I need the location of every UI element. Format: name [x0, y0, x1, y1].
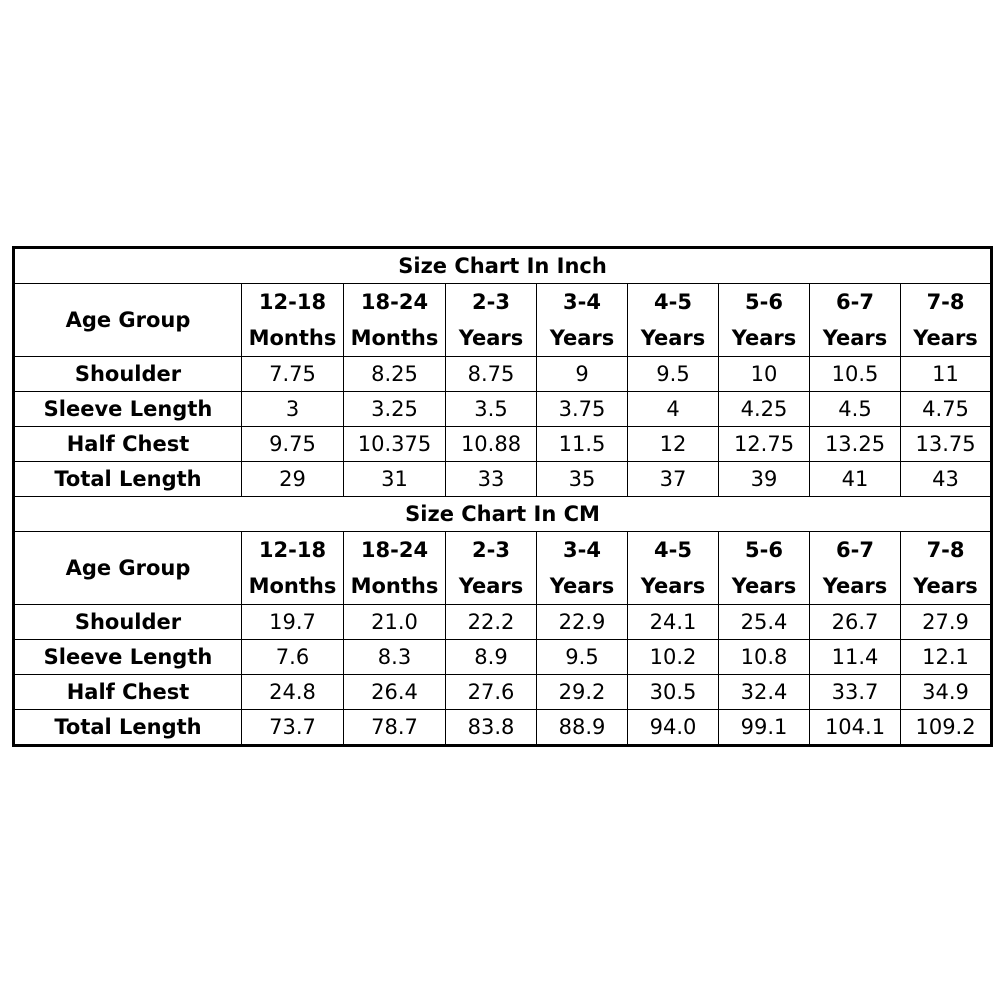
measurement-value: 41	[810, 462, 901, 497]
age-unit: Months	[248, 326, 337, 350]
age-range: 18-24	[360, 290, 429, 314]
age-unit: Years	[822, 326, 888, 350]
age-group-header	[719, 532, 810, 605]
chart-title: Size Chart In CM	[14, 497, 992, 532]
measurement-value: 99.1	[719, 710, 810, 746]
measurement-value: 26.4	[344, 675, 446, 710]
measurement-value: 12	[628, 427, 719, 462]
measurement-value: 3.25	[344, 392, 446, 427]
table-row	[14, 675, 992, 710]
measurement-value: 22.9	[537, 605, 628, 640]
age-group-header	[242, 284, 344, 357]
age-unit: Years	[640, 574, 706, 598]
table-row	[14, 357, 992, 392]
age-group-header	[344, 284, 446, 357]
age-range: 4-5	[654, 538, 692, 562]
measurement-value: 88.9	[537, 710, 628, 746]
measurement-value: 19.7	[242, 605, 344, 640]
measurement-value: 10.5	[810, 357, 901, 392]
measurement-value: 3	[242, 392, 344, 427]
measurement-value: 13.75	[901, 427, 992, 462]
measurement-value: 10	[719, 357, 810, 392]
age-unit: Years	[913, 326, 978, 350]
chart-title-row	[14, 248, 992, 284]
size-chart-body	[14, 248, 992, 746]
age-range: 5-6	[745, 538, 783, 562]
age-unit: Years	[458, 574, 524, 598]
measurement-value: 30.5	[628, 675, 719, 710]
measurement-value: 104.1	[810, 710, 901, 746]
age-group-header-row	[14, 284, 992, 357]
age-unit: Years	[458, 326, 524, 350]
table-row	[14, 640, 992, 675]
age-range: 7-8	[926, 290, 965, 314]
age-group-header-row	[14, 532, 992, 605]
measurement-value: 12.1	[901, 640, 992, 675]
measurement-value: 11.5	[537, 427, 628, 462]
measurement-value: 9.5	[628, 357, 719, 392]
measurement-value: 8.25	[344, 357, 446, 392]
measurement-value: 10.375	[344, 427, 446, 462]
age-group-header	[446, 532, 537, 605]
measurement-value: 32.4	[719, 675, 810, 710]
measurement-value: 24.8	[242, 675, 344, 710]
measurement-value: 4.5	[810, 392, 901, 427]
measurement-label: Sleeve Length	[14, 640, 242, 675]
measurement-value: 37	[628, 462, 719, 497]
measurement-value: 13.25	[810, 427, 901, 462]
age-group-label: Age Group	[14, 532, 242, 605]
measurement-value: 8.9	[446, 640, 537, 675]
age-range: 18-24	[360, 538, 429, 562]
age-unit: Years	[549, 326, 615, 350]
measurement-label: Total Length	[14, 710, 242, 746]
measurement-value: 4.75	[901, 392, 992, 427]
measurement-value: 22.2	[446, 605, 537, 640]
age-range: 2-3	[472, 290, 510, 314]
measurement-value: 43	[901, 462, 992, 497]
age-group-header	[446, 284, 537, 357]
age-unit: Years	[822, 574, 888, 598]
age-group-label: Age Group	[14, 284, 242, 357]
measurement-value: 10.88	[446, 427, 537, 462]
measurement-value: 26.7	[810, 605, 901, 640]
measurement-value: 34.9	[901, 675, 992, 710]
measurement-value: 35	[537, 462, 628, 497]
measurement-value: 11	[901, 357, 992, 392]
age-range: 3-4	[563, 290, 601, 314]
measurement-value: 21.0	[344, 605, 446, 640]
measurement-value: 27.9	[901, 605, 992, 640]
age-group-header	[537, 284, 628, 357]
age-unit: Months	[350, 326, 439, 350]
age-group-header	[810, 284, 901, 357]
age-range: 6-7	[836, 538, 874, 562]
measurement-value: 4.25	[719, 392, 810, 427]
measurement-value: 33	[446, 462, 537, 497]
measurement-value: 78.7	[344, 710, 446, 746]
age-range: 3-4	[563, 538, 601, 562]
age-range: 4-5	[654, 290, 692, 314]
measurement-label: Shoulder	[14, 605, 242, 640]
age-unit: Years	[913, 574, 978, 598]
age-group-header	[344, 532, 446, 605]
measurement-value: 39	[719, 462, 810, 497]
age-group-header	[242, 532, 344, 605]
age-group-header	[628, 532, 719, 605]
measurement-value: 24.1	[628, 605, 719, 640]
measurement-value: 3.75	[537, 392, 628, 427]
age-range: 12-18	[258, 290, 327, 314]
age-unit: Years	[549, 574, 615, 598]
chart-title: Size Chart In Inch	[14, 248, 992, 284]
measurement-value: 27.6	[446, 675, 537, 710]
age-group-header	[810, 532, 901, 605]
measurement-label: Sleeve Length	[14, 392, 242, 427]
measurement-label: Total Length	[14, 462, 242, 497]
measurement-label: Shoulder	[14, 357, 242, 392]
age-range: 2-3	[472, 538, 510, 562]
measurement-value: 9	[537, 357, 628, 392]
measurement-value: 109.2	[901, 710, 992, 746]
age-unit: Years	[731, 326, 797, 350]
age-range: 12-18	[258, 538, 327, 562]
age-unit: Years	[731, 574, 797, 598]
measurement-value: 25.4	[719, 605, 810, 640]
measurement-label: Half Chest	[14, 675, 242, 710]
size-chart-table	[12, 246, 993, 747]
measurement-value: 9.5	[537, 640, 628, 675]
measurement-value: 12.75	[719, 427, 810, 462]
table-row	[14, 605, 992, 640]
chart-title-row	[14, 497, 992, 532]
measurement-value: 10.2	[628, 640, 719, 675]
measurement-value: 10.8	[719, 640, 810, 675]
age-range: 6-7	[836, 290, 874, 314]
measurement-value: 8.75	[446, 357, 537, 392]
measurement-value: 9.75	[242, 427, 344, 462]
age-range: 7-8	[926, 538, 965, 562]
measurement-value: 11.4	[810, 640, 901, 675]
age-group-header	[537, 532, 628, 605]
table-row	[14, 710, 992, 746]
measurement-value: 31	[344, 462, 446, 497]
measurement-value: 7.75	[242, 357, 344, 392]
measurement-value: 29.2	[537, 675, 628, 710]
table-row	[14, 392, 992, 427]
table-row	[14, 427, 992, 462]
age-group-header	[901, 284, 992, 357]
age-group-header	[628, 284, 719, 357]
age-range: 5-6	[745, 290, 783, 314]
measurement-value: 83.8	[446, 710, 537, 746]
measurement-value: 7.6	[242, 640, 344, 675]
measurement-value: 3.5	[446, 392, 537, 427]
measurement-value: 33.7	[810, 675, 901, 710]
measurement-value: 94.0	[628, 710, 719, 746]
age-group-header	[901, 532, 992, 605]
age-unit: Years	[640, 326, 706, 350]
measurement-value: 8.3	[344, 640, 446, 675]
age-unit: Months	[350, 574, 439, 598]
measurement-value: 29	[242, 462, 344, 497]
table-row	[14, 462, 992, 497]
age-group-header	[719, 284, 810, 357]
measurement-value: 4	[628, 392, 719, 427]
age-unit: Months	[248, 574, 337, 598]
measurement-label: Half Chest	[14, 427, 242, 462]
measurement-value: 73.7	[242, 710, 344, 746]
